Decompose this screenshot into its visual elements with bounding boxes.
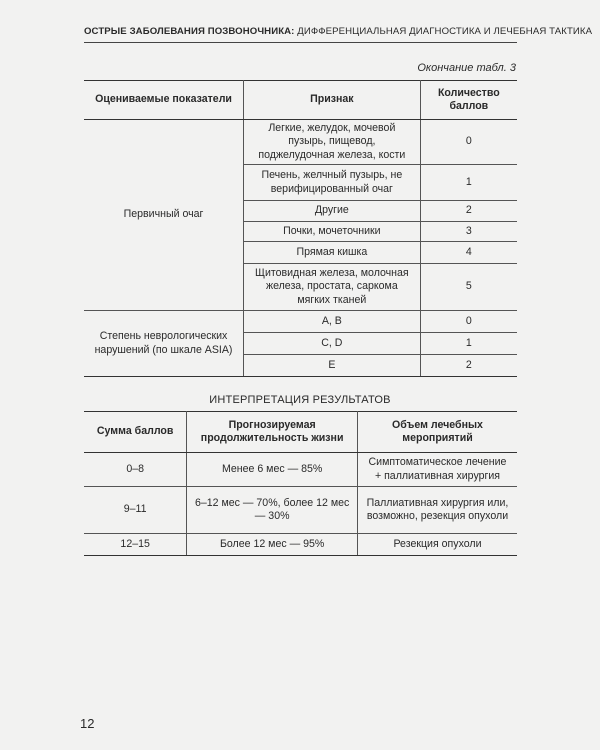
page-number: 12 [80, 716, 95, 731]
score-cell: 1 [420, 165, 517, 201]
life-cell: Менее 6 мес — 85% [187, 453, 358, 487]
table-continuation-label: Окончание табл. 3 [417, 62, 516, 74]
table-row [84, 120, 517, 165]
table-row [84, 534, 517, 556]
header-treatment: Объем лечебных мероприятий [357, 412, 517, 453]
table-row [84, 311, 517, 333]
table-row [84, 487, 517, 534]
score-cell: 1 [420, 333, 517, 355]
score-cell: 2 [420, 201, 517, 222]
score-cell: 5 [420, 264, 517, 311]
scoring-table [84, 80, 517, 377]
group-label-neuro-deficit: Степень неврологических нарушений (по шкале ASIA) [84, 311, 244, 377]
sign-cell: Почки, мочеточники [244, 222, 421, 242]
life-cell: Более 12 мес — 95% [187, 534, 358, 556]
group-label-primary-focus: Первичный очаг [84, 120, 244, 311]
score-cell: 0 [420, 311, 517, 333]
header-life-expectancy: Прогнозируемая продолжительность жизни [187, 412, 358, 453]
table-row [84, 453, 517, 487]
header-sign: Признак [244, 81, 421, 120]
sign-cell: Легкие, желудок, мочевой пузырь, пищевод, поджелудочная железа, кости [244, 120, 421, 165]
scoring-table-header [84, 81, 517, 120]
header-indicators: Оцениваемые показатели [84, 81, 244, 120]
sum-cell: 12–15 [84, 534, 187, 556]
sign-cell: Прямая кишка [244, 242, 421, 264]
score-cell: 3 [420, 222, 517, 242]
sign-cell: E [244, 355, 421, 377]
sign-cell: Печень, желчный пузырь, не верифицированный очаг [244, 165, 421, 201]
sign-cell: Щитовидная железа, молочная железа, простата, саркома мягких тканей [244, 264, 421, 311]
sum-cell: 0–8 [84, 453, 187, 487]
sign-cell: C, D [244, 333, 421, 355]
sign-cell: Другие [244, 201, 421, 222]
treatment-cell: Симптоматическое лечение + паллиативная хирургия [357, 453, 517, 487]
interpretation-title: ИНТЕРПРЕТАЦИЯ РЕЗУЛЬТАТОВ [209, 394, 391, 406]
sum-cell: 9–11 [84, 487, 187, 534]
score-cell: 4 [420, 242, 517, 264]
life-cell: 6–12 мес — 70%, более 12 мес — 30% [187, 487, 358, 534]
interpretation-table-header [84, 412, 517, 453]
treatment-cell: Паллиативная хирургия или, возможно, резекция опухоли [357, 487, 517, 534]
score-cell: 0 [420, 120, 517, 165]
header-score: Количество баллов [420, 81, 517, 120]
sign-cell: A, B [244, 311, 421, 333]
running-header [84, 26, 593, 37]
treatment-cell: Резекция опухоли [357, 534, 517, 556]
header-rule [84, 42, 517, 43]
header-sum: Сумма баллов [84, 412, 187, 453]
running-header-bold: ОСТРЫЕ ЗАБОЛЕВАНИЯ ПОЗВОНОЧНИКА: [84, 26, 295, 37]
interpretation-table [84, 411, 517, 556]
score-cell: 2 [420, 355, 517, 377]
running-header-rest: ДИФФЕРЕНЦИАЛЬНАЯ ДИАГНОСТИКА И ЛЕЧЕБНАЯ ТАКТИКА [294, 26, 593, 37]
